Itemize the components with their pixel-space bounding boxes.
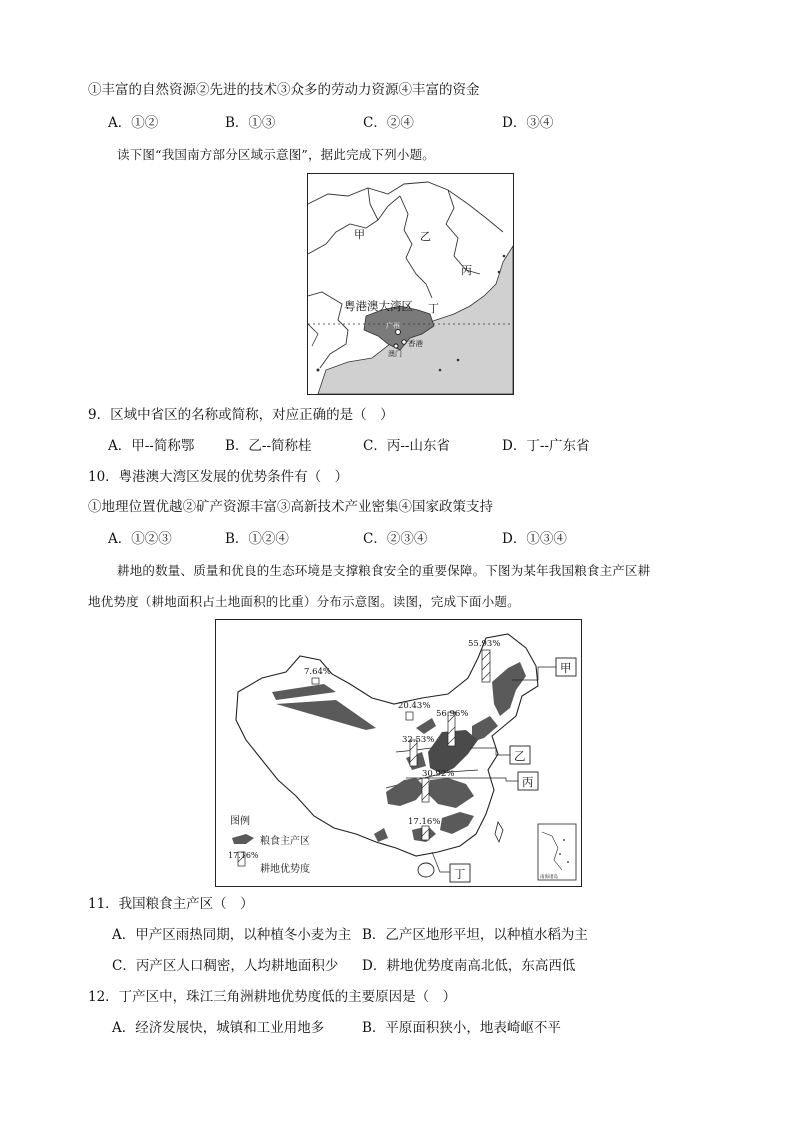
q9-option-d[interactable]: D．丁--广东省 bbox=[502, 438, 590, 454]
q12-option-b[interactable]: B．平原面积狭小，地表崎岖不平 bbox=[362, 1020, 561, 1036]
q10-option-b[interactable]: B．①②④ bbox=[225, 531, 289, 547]
legend-title: 图例 bbox=[230, 816, 250, 827]
q8-option-a[interactable]: A．①② bbox=[108, 115, 159, 131]
legend-sample-value: 17.16% bbox=[228, 851, 259, 860]
callout-bing: 丙 bbox=[522, 775, 534, 789]
q10-items: ①地理位置优越②矿产资源丰富③高新技术产业密集④国家政策支持 bbox=[88, 499, 493, 515]
q11-stem: 11．我国粮食主产区（ ） bbox=[88, 896, 254, 912]
pct-northwest: 7.64% bbox=[304, 667, 332, 677]
q8-option-d[interactable]: D．③④ bbox=[502, 115, 554, 131]
label-ding: 丁 bbox=[428, 302, 439, 315]
q11-option-c[interactable]: C．丙产区人口稠密，人均耕地面积少 bbox=[112, 958, 339, 974]
q10-option-c[interactable]: C．②③④ bbox=[363, 531, 428, 547]
q9-option-b[interactable]: B．乙--简称桂 bbox=[225, 438, 312, 454]
macau-marker bbox=[394, 344, 398, 348]
pct-hetao: 20.43% bbox=[398, 701, 431, 711]
q11-option-a[interactable]: A．甲产区雨热同期，以种植冬小麦为主 bbox=[112, 927, 352, 943]
label-yi: 乙 bbox=[420, 230, 431, 243]
city-guangzhou: 广州 bbox=[386, 322, 400, 330]
q8-option-b[interactable]: B．①③ bbox=[225, 115, 276, 131]
intro-2-line-2: 地优势度（耕地面积占土地面积的比重）分布示意图。读图，完成下面小题。 bbox=[88, 594, 520, 609]
hongkong-marker bbox=[402, 340, 406, 344]
q9-stem: 9．区域中省区的名称或简称，对应正确的是（ ） bbox=[88, 407, 394, 423]
q12-option-a[interactable]: A．经济发展快，城镇和工业用地多 bbox=[112, 1020, 325, 1036]
callout-yi: 乙 bbox=[514, 749, 526, 763]
legend-grain-area: 粮食主产区 bbox=[260, 836, 310, 847]
intro-2-line-1: 耕地的数量、质量和优良的生态环境是支撑粮食安全的重要保障。下图为某年我国粮食主产区耕 bbox=[117, 563, 651, 578]
intro-1: 读下图“我国南方部分区域示意图”，据此完成下列小题。 bbox=[117, 147, 435, 162]
pct-yi: 56.96% bbox=[436, 709, 469, 719]
guangzhou-marker bbox=[396, 330, 401, 335]
q11-option-b[interactable]: B．乙产区地形平坦，以种植水稻为主 bbox=[362, 927, 588, 943]
pct-jia: 55.93% bbox=[468, 639, 501, 649]
inset-label: 南海诸岛 bbox=[540, 875, 558, 880]
q8-option-c[interactable]: C．②④ bbox=[363, 115, 414, 131]
callout-ding: 丁 bbox=[454, 867, 466, 881]
southern-china-map bbox=[307, 173, 514, 395]
pct-fenwei: 32.53% bbox=[402, 735, 435, 745]
q10-option-a[interactable]: A．①②③ bbox=[108, 531, 172, 547]
q9-option-a[interactable]: A．甲--简称鄂 bbox=[108, 438, 195, 454]
label-greater-bay-area: 粤港澳大湾区 bbox=[344, 299, 413, 313]
q12-stem: 12．丁产区中，珠江三角洲耕地优势度低的主要原因是（ ） bbox=[88, 989, 457, 1005]
q10-option-d[interactable]: D．①③④ bbox=[502, 531, 567, 547]
china-grain-map bbox=[215, 619, 582, 887]
q9-option-c[interactable]: C．丙--山东省 bbox=[363, 438, 450, 454]
city-macau: 澳门 bbox=[388, 350, 402, 358]
q10-stem: 10．粤港澳大湾区发展的优势条件有（ ） bbox=[88, 469, 349, 485]
pct-bing: 30.92% bbox=[422, 769, 455, 779]
q8-items: ①丰富的自然资源②先进的技术③众多的劳动力资源④丰富的资金 bbox=[88, 82, 480, 98]
city-hongkong: 香港 bbox=[408, 339, 423, 348]
q11-option-d[interactable]: D．耕地优势度南高北低，东高西低 bbox=[362, 958, 576, 974]
legend-grain-swatch bbox=[232, 834, 254, 844]
pct-ding: 17.16% bbox=[408, 817, 441, 827]
label-jia: 甲 bbox=[354, 228, 365, 241]
callout-jia: 甲 bbox=[560, 661, 572, 675]
legend-farmland-advantage: 耕地优势度 bbox=[260, 864, 310, 875]
label-bing: 丙 bbox=[461, 264, 472, 277]
